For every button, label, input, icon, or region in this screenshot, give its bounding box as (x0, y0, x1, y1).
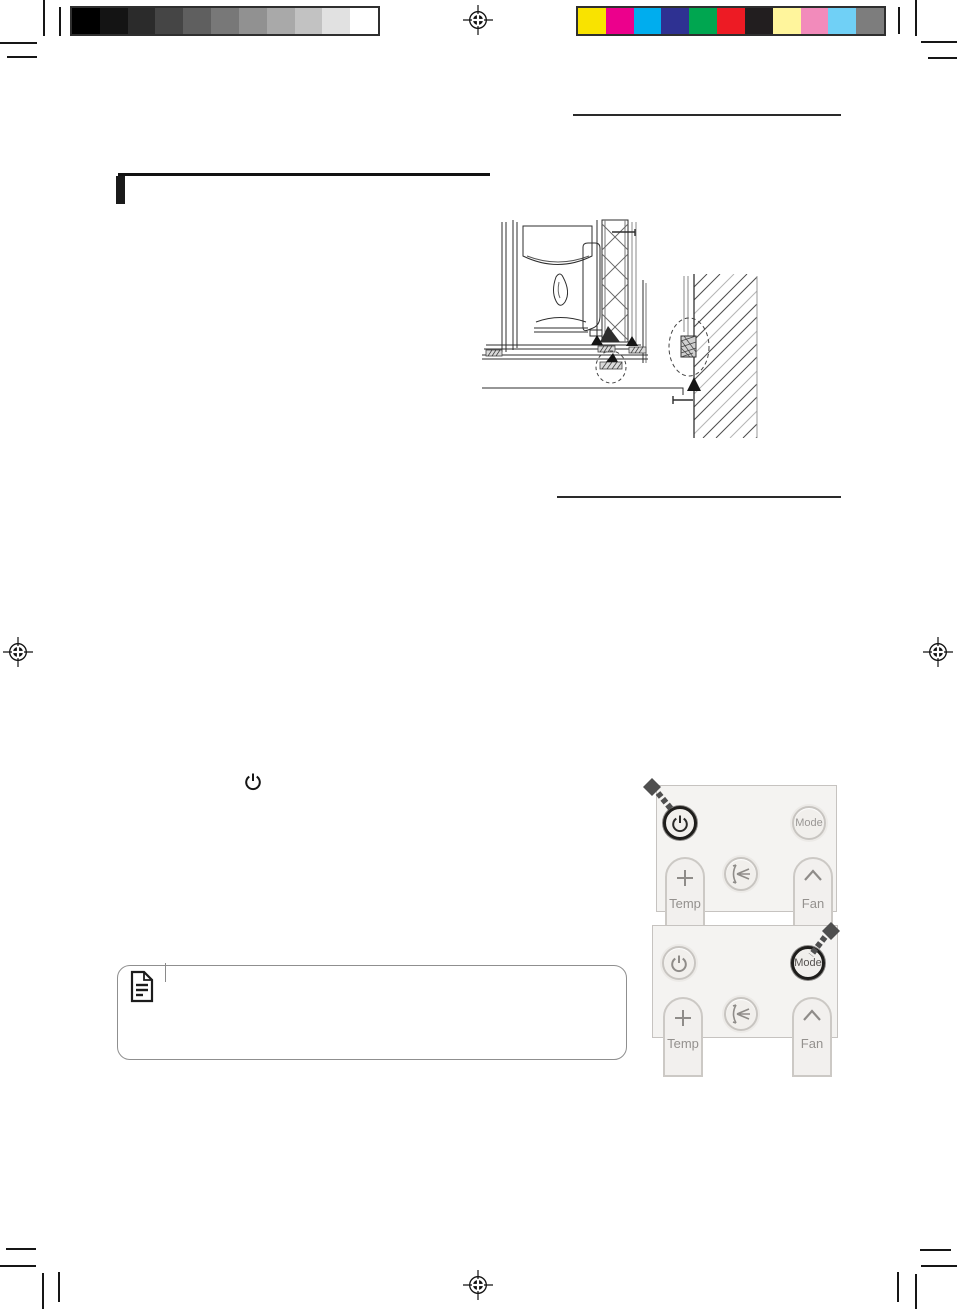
crop-mark (0, 42, 37, 44)
sill-seal-pads (482, 335, 683, 395)
calibration-swatch (155, 8, 183, 34)
crop-mark (898, 7, 900, 34)
accordion-side-panel (600, 220, 628, 342)
mode-button-label: Mode (794, 957, 822, 969)
fan-button-label: Fan (800, 1036, 824, 1051)
crop-mark (921, 41, 957, 43)
window-install-diagram (478, 205, 778, 450)
pointer-diamond-icon (636, 772, 684, 820)
calibration-swatch (128, 8, 156, 34)
plus-icon (667, 868, 703, 888)
calibration-swatch (295, 8, 323, 34)
calibration-swatch (322, 8, 350, 34)
calibration-swatch (239, 8, 267, 34)
registration-target-icon (463, 1270, 493, 1300)
temp-button-label: Temp (669, 896, 701, 911)
crop-mark (6, 1248, 36, 1250)
power-icon (243, 771, 263, 791)
calibration-swatch (578, 8, 606, 34)
power-icon (669, 953, 689, 973)
crop-mark (928, 57, 957, 59)
chevron-up-icon (794, 1008, 830, 1022)
calibration-swatch (211, 8, 239, 34)
calibration-swatch (773, 8, 801, 34)
calibration-swatch (350, 8, 378, 34)
pointer-triangle (687, 377, 701, 391)
section-heading-marker (116, 176, 125, 204)
calibration-swatch (183, 8, 211, 34)
chevron-up-icon (795, 868, 831, 882)
section-heading-rule (118, 173, 490, 176)
calibration-swatch (72, 8, 100, 34)
note-divider-tick (165, 963, 166, 982)
crop-mark (915, 1274, 917, 1309)
crop-mark (7, 56, 37, 58)
calibration-swatch (689, 8, 717, 34)
calibration-swatch (267, 8, 295, 34)
crop-mark (0, 1265, 36, 1267)
registration-target-icon (463, 5, 493, 35)
registration-target-icon (923, 637, 953, 667)
crop-mark (921, 1265, 957, 1267)
calibration-swatch (634, 8, 662, 34)
mode-button-label: Mode (795, 817, 823, 829)
column-rule (573, 114, 841, 116)
crop-mark (42, 1273, 44, 1309)
fan-button-label: Fan (801, 896, 825, 911)
calibration-swatch (606, 8, 634, 34)
note-box (117, 965, 627, 1060)
calibration-swatch (661, 8, 689, 34)
crop-mark (915, 0, 917, 36)
fan-button (792, 997, 832, 1077)
plus-icon (665, 1008, 701, 1028)
crop-mark (58, 1272, 60, 1302)
crop-mark (897, 1272, 899, 1302)
crop-mark (43, 0, 45, 36)
air-swing-button (724, 857, 758, 891)
power-button (662, 946, 696, 980)
registration-target-icon (3, 637, 33, 667)
temp-up-button (663, 997, 703, 1077)
air-swing-icon (728, 861, 754, 887)
calibration-swatch (717, 8, 745, 34)
grayscale-calibration-bar (70, 6, 380, 36)
air-swing-button (724, 997, 758, 1031)
calibration-swatch (100, 8, 128, 34)
calibration-swatch (828, 8, 856, 34)
crop-mark (920, 1249, 951, 1251)
calibration-swatch (801, 8, 829, 34)
pointer-diamond-icon (796, 916, 848, 964)
calibration-swatch (745, 8, 773, 34)
calibration-swatch (856, 8, 884, 34)
mode-button (792, 806, 826, 840)
air-swing-icon (728, 1001, 754, 1027)
document-note-icon (127, 970, 157, 1003)
crop-mark (59, 7, 61, 36)
temp-button-label: Temp (667, 1036, 699, 1051)
column-rule (557, 496, 841, 498)
color-calibration-bar (576, 6, 886, 36)
